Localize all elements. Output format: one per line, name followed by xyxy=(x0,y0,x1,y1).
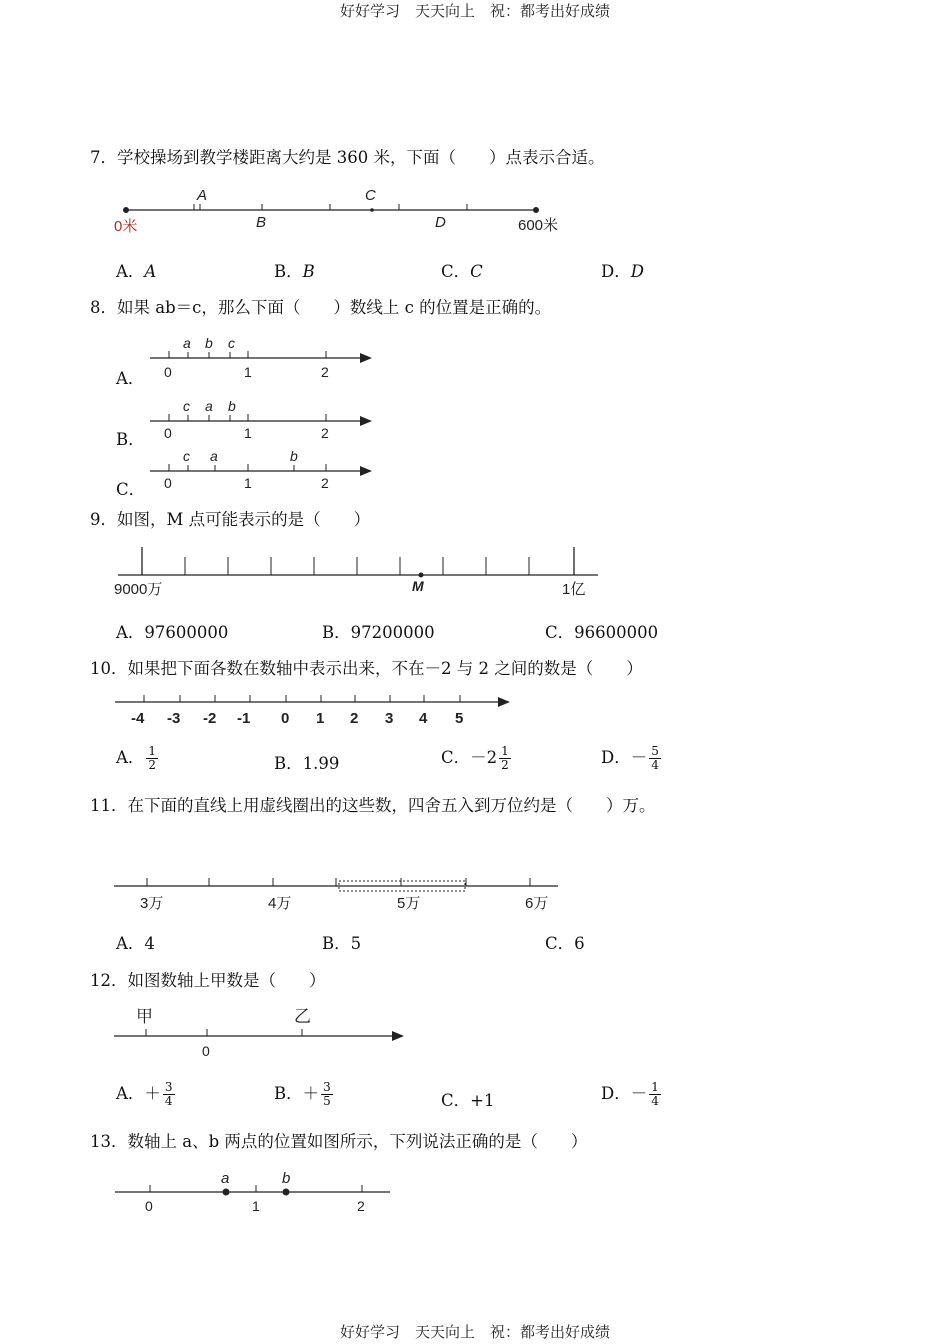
q11-number-line xyxy=(112,872,572,917)
q8c-letter-2: a xyxy=(210,448,218,464)
q8-number-line-b xyxy=(148,396,378,446)
q10-tick-m4: -4 xyxy=(131,710,145,727)
q9-end-label: 1亿 xyxy=(562,581,586,598)
question-12-text: 12．如图数轴上甲数是（ ） xyxy=(90,971,326,990)
q8c-tick-2: 2 xyxy=(321,475,329,491)
page-header: 好好学习 天天向上 祝：都考出好成绩 xyxy=(339,2,610,20)
q10-option-d[interactable]: D．－ $\frac{5}{4}$ xyxy=(601,744,659,772)
q10-tick-4: 4 xyxy=(419,710,428,727)
q8a-letter-3: c xyxy=(228,335,235,351)
q13-tick-2: 2 xyxy=(357,1198,365,1214)
q8b-letter-1: c xyxy=(183,398,190,414)
q10-tick-2: 2 xyxy=(350,710,359,727)
q12-option-d[interactable]: D．－ $\frac{1}{4}$ xyxy=(601,1080,659,1108)
q12-option-b[interactable]: B．＋ $\frac{3}{5}$ xyxy=(274,1080,331,1108)
q7-end-label: 600米 xyxy=(518,217,559,234)
q11-tick-3: 3万 xyxy=(140,895,164,912)
q8-number-line-c xyxy=(148,446,378,496)
question-11-text: 11．在下面的直线上用虚线圈出的这些数，四舍五入到万位约是（ ）万。 xyxy=(90,796,656,815)
q9-number-line xyxy=(112,542,612,602)
q12-number-line xyxy=(112,1002,412,1062)
q11-tick-5: 5万 xyxy=(397,895,421,912)
q8b-tick-0: 0 xyxy=(164,425,172,441)
q8c-letter-1: c xyxy=(183,448,190,464)
q8c-tick-0: 0 xyxy=(164,475,172,491)
q10-option-b[interactable]: B．1.99 xyxy=(274,754,340,773)
q11-option-c[interactable]: C．6 xyxy=(545,934,585,953)
q9-point-m: M xyxy=(412,578,424,594)
question-9-text: 9．如图，M 点可能表示的是（ ） xyxy=(90,510,371,529)
q10-tick-m1: -1 xyxy=(237,710,251,727)
q12-label-jia: 甲 xyxy=(136,1007,153,1026)
q8a-tick-1: 1 xyxy=(244,364,252,380)
q11-option-a[interactable]: A．4 xyxy=(116,934,155,953)
q10-number-line xyxy=(112,686,522,731)
q9-option-a[interactable]: A．97600000 xyxy=(116,623,229,642)
q10-option-a[interactable]: A． $\frac{1}{2}$ xyxy=(116,744,157,772)
q7-label-b: B xyxy=(256,214,267,231)
q8-number-line-a xyxy=(148,333,378,383)
q10-tick-0: 0 xyxy=(281,710,290,727)
q13-point-a: a xyxy=(221,1170,230,1187)
q7-number-line xyxy=(110,180,580,240)
q7-option-b[interactable]: B．B xyxy=(274,262,315,281)
q12-option-c[interactable]: C．+1 xyxy=(441,1091,495,1110)
q8b-letter-2: a xyxy=(205,398,213,414)
question-8-text: 8．如果 ab＝c，那么下面（ ）数线上 c 的位置是正确的。 xyxy=(90,298,552,317)
q9-option-c[interactable]: C．96600000 xyxy=(545,623,659,642)
q12-tick-0: 0 xyxy=(202,1043,210,1059)
q7-label-d: D xyxy=(435,214,446,231)
q13-tick-0: 0 xyxy=(145,1198,153,1214)
q8a-letter-1: a xyxy=(183,335,191,351)
q11-tick-4: 4万 xyxy=(268,895,292,912)
q10-tick-m2: -2 xyxy=(203,710,217,727)
q8a-tick-2: 2 xyxy=(321,364,329,380)
q8-option-c[interactable]: C． xyxy=(116,480,146,499)
q8a-letter-2: b xyxy=(205,335,213,351)
q10-tick-m3: -3 xyxy=(167,710,181,727)
q8-option-b[interactable]: B． xyxy=(116,430,145,449)
q10-tick-3: 3 xyxy=(385,710,394,727)
q12-option-a[interactable]: A．＋ $\frac{3}{4}$ xyxy=(116,1080,173,1108)
q7-start-label: 0米 xyxy=(114,218,138,235)
question-7-text: 7．学校操场到教学楼距离大约是 360 米，下面（ ）点表示合适。 xyxy=(90,148,605,167)
q9-option-b[interactable]: B．97200000 xyxy=(322,623,435,642)
q7-option-c[interactable]: C．C xyxy=(441,262,483,281)
q10-option-c[interactable]: C．－2 $\frac{1}{2}$ xyxy=(441,744,509,772)
q8-option-a[interactable]: A． xyxy=(116,369,145,388)
q10-tick-5: 5 xyxy=(455,710,464,727)
question-13-text: 13．数轴上 a、b 两点的位置如图所示，下列说法正确的是（ ） xyxy=(90,1132,588,1151)
q11-option-b[interactable]: B．5 xyxy=(322,934,362,953)
q13-tick-1: 1 xyxy=(252,1198,260,1214)
q8a-tick-0: 0 xyxy=(164,364,172,380)
q8b-tick-1: 1 xyxy=(244,425,252,441)
q7-option-a[interactable]: A．A xyxy=(116,262,157,281)
q8c-letter-3: b xyxy=(290,448,298,464)
q12-label-yi: 乙 xyxy=(294,1007,311,1026)
q13-point-b: b xyxy=(282,1170,291,1187)
q7-option-d[interactable]: D．D xyxy=(601,262,644,281)
page-footer: 好好学习 天天向上 祝：都考出好成绩 xyxy=(339,1323,610,1341)
q10-tick-1: 1 xyxy=(316,710,325,727)
q7-label-a: A xyxy=(197,187,208,204)
q7-label-c: C xyxy=(365,187,376,204)
q8c-tick-1: 1 xyxy=(244,475,252,491)
question-10-text: 10．如果把下面各数在数轴中表示出来，不在－2 与 2 之间的数是（ ） xyxy=(90,659,643,678)
q11-tick-6: 6万 xyxy=(525,895,549,912)
q8b-letter-3: b xyxy=(228,398,236,414)
q9-start-label: 9000万 xyxy=(114,581,163,598)
q13-number-line xyxy=(112,1164,402,1219)
q8b-tick-2: 2 xyxy=(321,425,329,441)
